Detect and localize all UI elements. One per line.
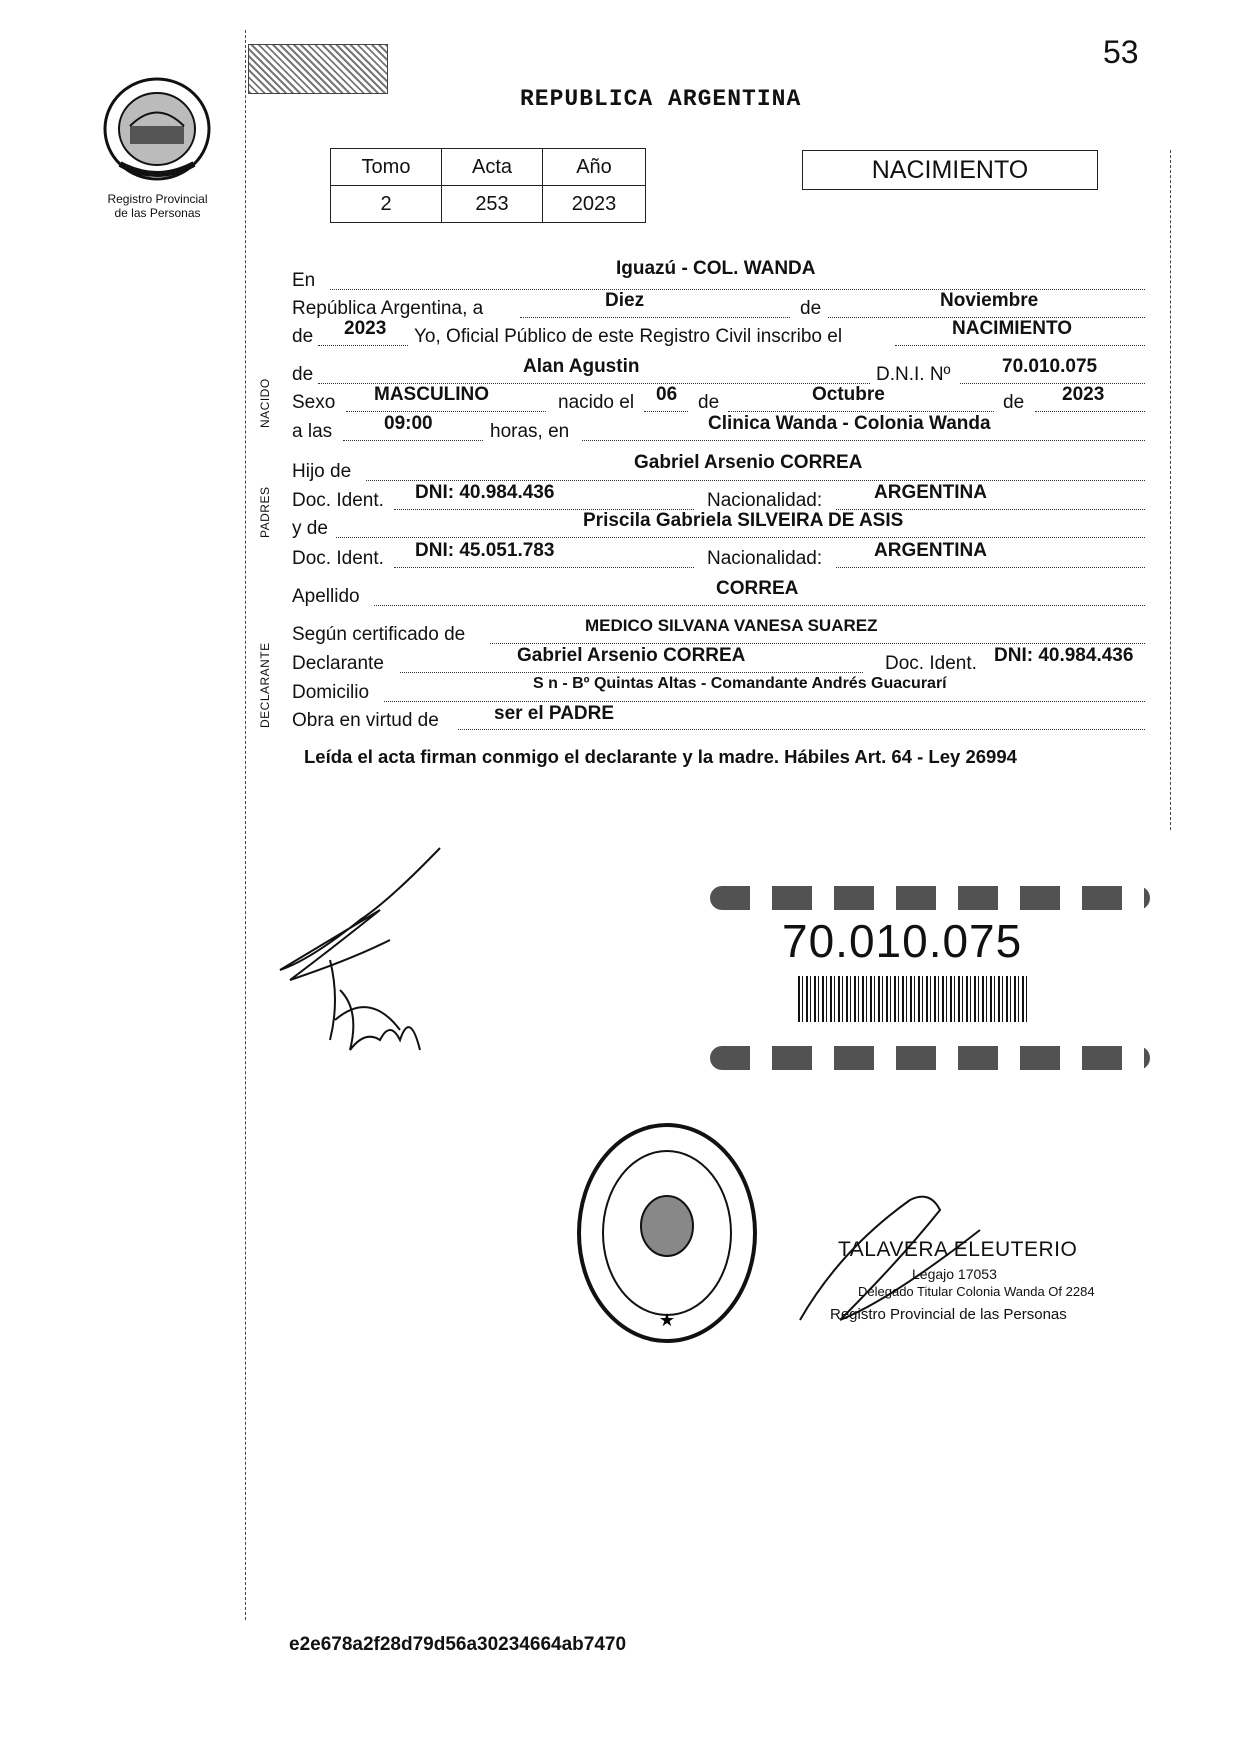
value-father: Gabriel Arsenio CORREA: [634, 452, 863, 473]
svg-text:★: ★: [658, 1310, 676, 1331]
label-doc-ident-1: Doc. Ident.: [292, 490, 384, 511]
value-mother: Priscila Gabriela SILVEIRA DE ASIS: [583, 510, 904, 531]
label-de-m: de: [698, 392, 720, 413]
label-obra: Obra en virtud de: [292, 710, 439, 731]
misiones-shield-icon: [90, 74, 225, 184]
dotted-line: [520, 317, 790, 318]
official-name: TALAVERA ELEUTERIO: [838, 1238, 1078, 1261]
value-name: Alan Agustin: [523, 356, 640, 377]
label-nacido-el: nacido el: [558, 392, 635, 413]
stamp-band-bottom: [710, 1046, 1150, 1070]
official-legajo: Legajo 17053: [912, 1266, 997, 1282]
value-father-doc: DNI: 40.984.436: [415, 482, 555, 503]
value-act: NACIMIENTO: [952, 318, 1072, 339]
value-birth-day: 06: [656, 384, 678, 405]
side-label-declarante: DECLARANTE: [258, 642, 272, 728]
value-certificate: MEDICO SILVANA VANESA SUAREZ: [585, 616, 878, 635]
page-title: REPUBLICA ARGENTINA: [520, 86, 802, 112]
dotted-line: [374, 605, 1145, 606]
label-en: En: [292, 270, 316, 291]
margin-line: [245, 30, 246, 1620]
side-label-nacido: NACIDO: [258, 378, 272, 428]
label-hijo-de: Hijo de: [292, 461, 352, 482]
dotted-line: [458, 729, 1145, 730]
official-position: Delegado Titular Colonia Wanda Of 2284: [858, 1284, 1095, 1299]
page-number: 53: [1103, 34, 1139, 70]
dotted-line: [343, 440, 483, 441]
value-birth-month: Octubre: [812, 384, 885, 405]
label-declarante: Declarante: [292, 653, 384, 674]
label-dni: D.N.I. Nº: [876, 364, 951, 385]
document-hash: e2e678a2f28d79d56a30234664ab7470: [289, 1634, 627, 1655]
province-logo: [90, 74, 225, 224]
dotted-line: [400, 672, 863, 673]
label-de-y: de: [1003, 392, 1025, 413]
value-year: 2023: [344, 318, 387, 339]
label-nacionalidad-1: Nacionalidad:: [707, 490, 823, 511]
value-dni: 70.010.075: [1002, 356, 1098, 377]
dotted-line: [366, 480, 1145, 481]
dotted-line: [318, 345, 408, 346]
table-header-anio: Año: [543, 149, 646, 186]
dotted-line: [336, 537, 1145, 538]
dotted-line: [1035, 411, 1145, 412]
dotted-line: [960, 383, 1145, 384]
dotted-line: [346, 411, 546, 412]
revenue-stamp: [248, 44, 388, 94]
table-value-anio: 2023: [543, 186, 646, 223]
logo-caption-1: Registro Provincial: [107, 192, 208, 206]
label-de-name: de: [292, 364, 314, 385]
dotted-line: [582, 440, 1145, 441]
official-seal: [572, 1118, 762, 1348]
label-segun: Según certificado de: [292, 624, 466, 645]
dotted-line: [728, 411, 994, 412]
label-y-de: y de: [292, 518, 328, 539]
dotted-line: [394, 567, 694, 568]
value-surname: CORREA: [716, 578, 799, 599]
barcode: [798, 976, 1028, 1022]
value-month: Noviembre: [940, 290, 1039, 311]
id-number-stamp: [710, 886, 1150, 1076]
label-sexo: Sexo: [292, 392, 336, 413]
label-horas-en: horas, en: [490, 421, 570, 442]
table-header-acta: Acta: [442, 149, 543, 186]
value-mother-nat: ARGENTINA: [874, 540, 987, 561]
label-de-month: de: [800, 298, 822, 319]
label-a-las: a las: [292, 421, 333, 442]
dotted-line: [644, 411, 688, 412]
value-birth-place: Clinica Wanda - Colonia Wanda: [708, 413, 991, 434]
label-doc-ident-3: Doc. Ident.: [885, 653, 977, 674]
label-doc-ident-2: Doc. Ident.: [292, 548, 384, 569]
label-republica: República Argentina, a: [292, 298, 484, 319]
id-number: 70.010.075: [782, 915, 1023, 967]
label-de-year: de: [292, 326, 314, 347]
act-type-box: NACIMIENTO: [802, 150, 1098, 190]
value-time: 09:00: [384, 413, 433, 434]
value-mother-doc: DNI: 45.051.783: [415, 540, 555, 561]
signature-declarant: [270, 840, 470, 1070]
dotted-line: [836, 567, 1145, 568]
label-apellido: Apellido: [292, 586, 360, 607]
label-nacionalidad-2: Nacionalidad:: [707, 548, 823, 569]
stamp-band-top: [710, 886, 1150, 910]
official-office: Registro Provincial de las Personas: [830, 1306, 1067, 1323]
closing-text: Leída el acta firman conmigo el declarante y la madre. Hábiles Art. 64 - Ley 26994: [304, 746, 1017, 767]
right-margin-line: [1170, 150, 1171, 830]
value-day: Diez: [605, 290, 645, 311]
value-place: Iguazú - COL. WANDA: [616, 258, 816, 279]
dotted-line: [895, 345, 1145, 346]
table-value-acta: 253: [442, 186, 543, 223]
value-declarant: Gabriel Arsenio CORREA: [517, 645, 746, 666]
value-declarant-doc: DNI: 40.984.436: [994, 645, 1134, 666]
logo-caption-2: de las Personas: [114, 206, 201, 220]
register-table: [330, 148, 646, 223]
value-sex: MASCULINO: [374, 384, 490, 405]
dotted-line: [490, 643, 1145, 644]
table-header-tomo: Tomo: [331, 149, 442, 186]
value-address: S n - Bº Quintas Altas - Comandante Andrés Guacurarí: [533, 675, 947, 692]
value-by-virtue: ser el PADRE: [494, 703, 615, 724]
dotted-line: [384, 701, 1145, 702]
value-birth-year: 2023: [1062, 384, 1105, 405]
table-value-tomo: 2: [331, 186, 442, 223]
label-domicilio: Domicilio: [292, 682, 370, 703]
value-father-nat: ARGENTINA: [874, 482, 987, 503]
side-label-padres: PADRES: [258, 486, 272, 538]
label-yo: Yo, Oficial Público de este Registro Civil inscribo el: [414, 326, 843, 347]
